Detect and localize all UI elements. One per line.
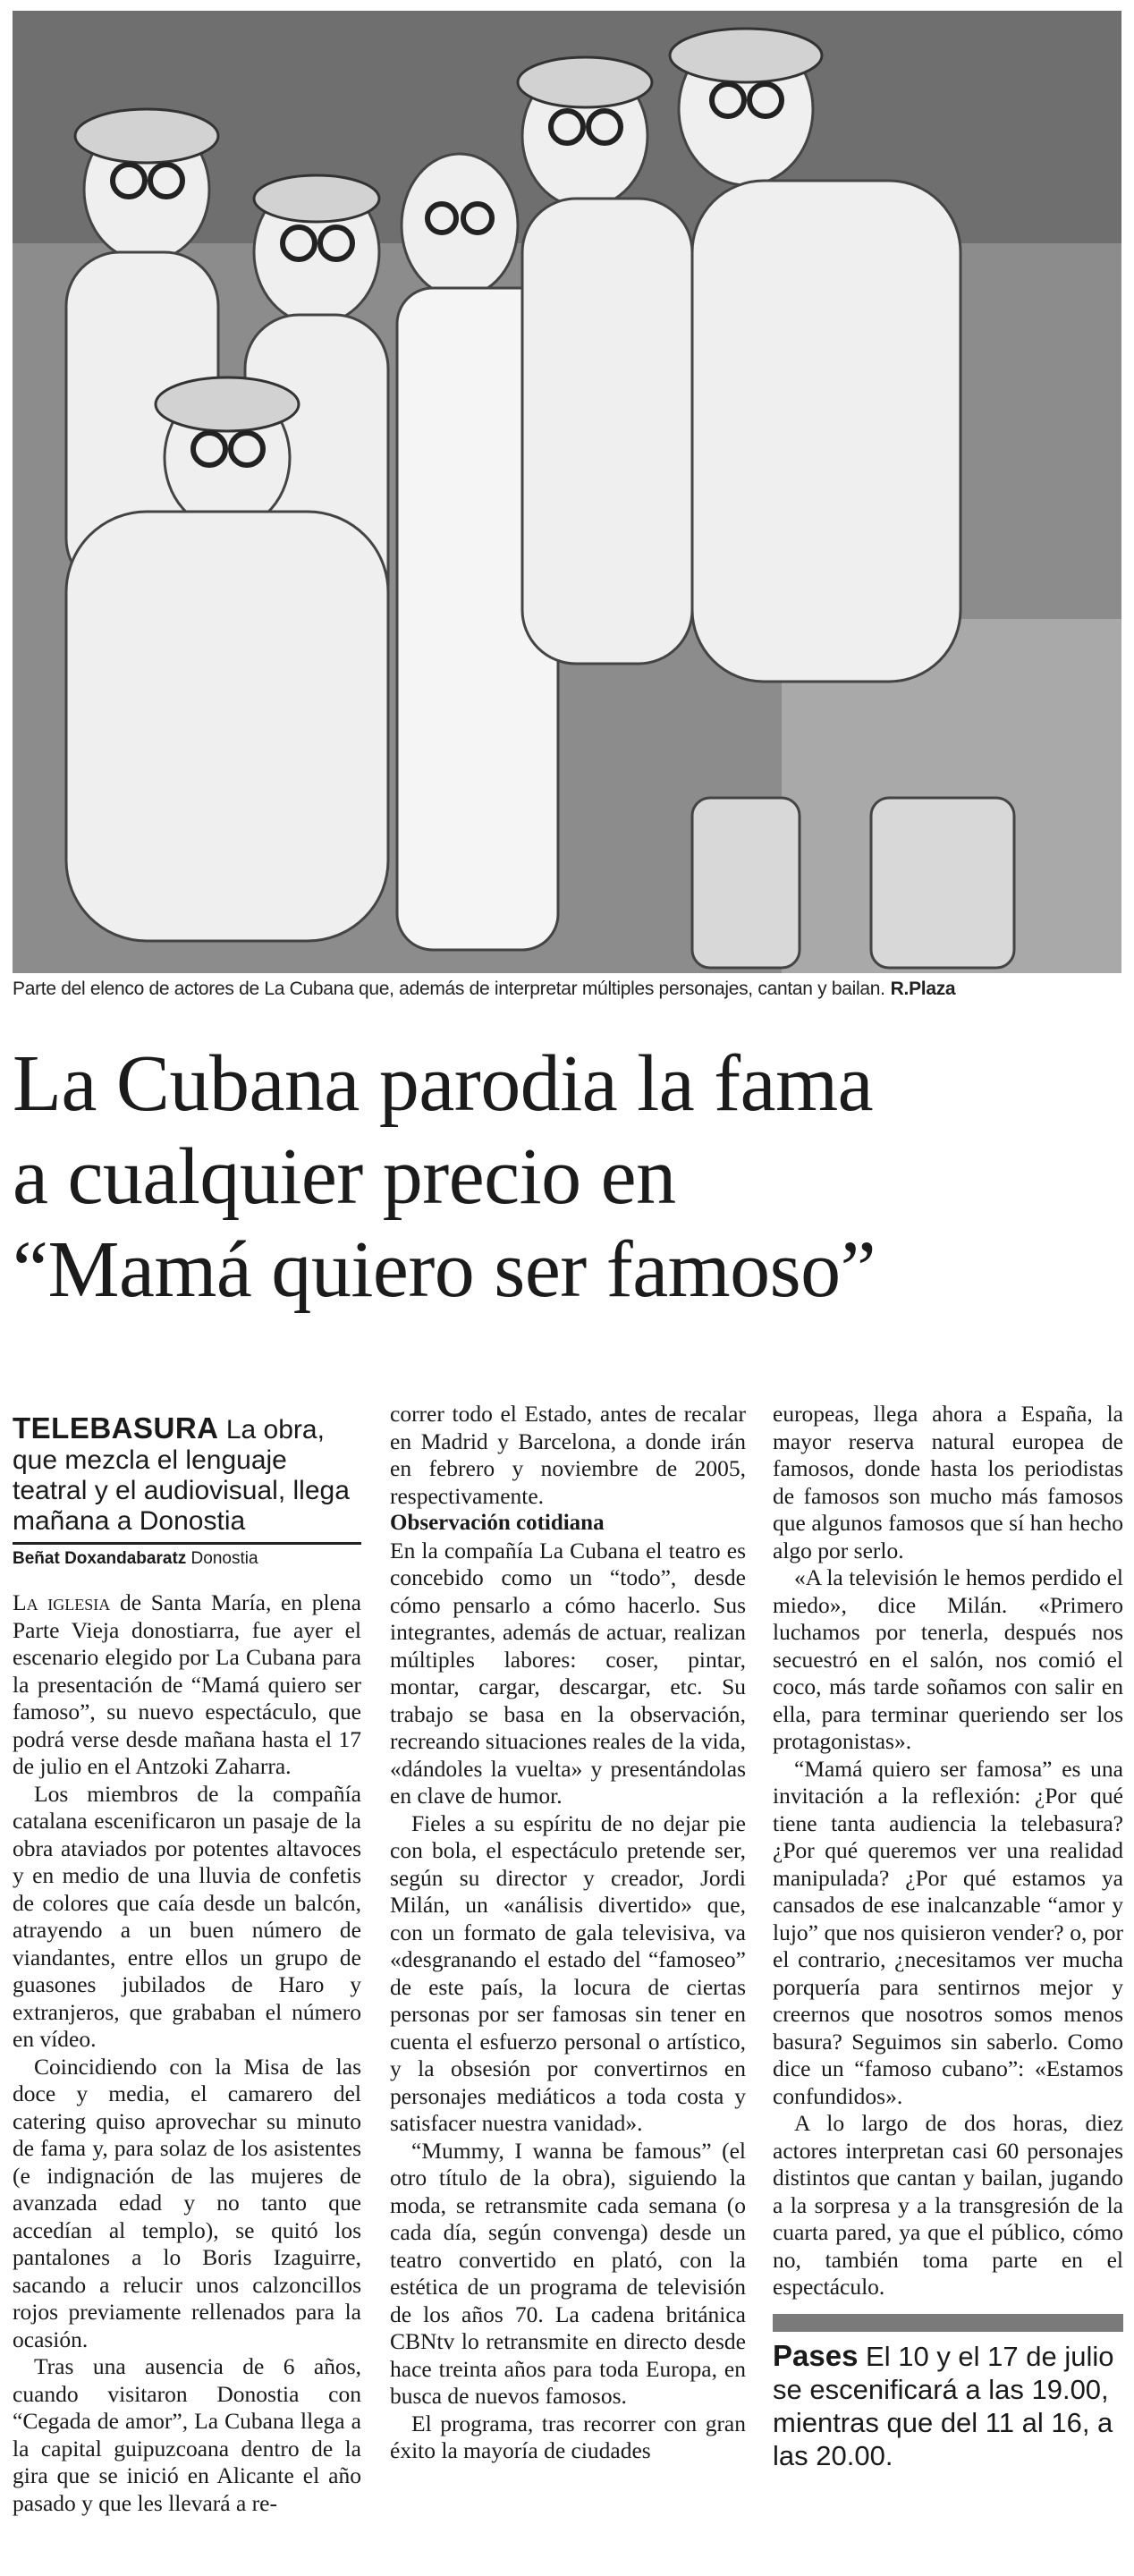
paragraph: A lo largo de dos horas, diez actores interpretan casi 60 personajes distintos que cantan y bailan, jugando a la sorpresa y a la transgresión de la cuarta pared, ya que el público, cómo no, también toma parte en el espectáculo. (773, 2110, 1123, 2300)
paragraph: «A la televisión le hemos perdido el miedo», dice Milán. «Primero luchamos por tenerla, después nos secuestró en el salón, nos comió el coco, más tarde soñamos con salir en ella, para terminar queriendo ser los protagonistas». (773, 1564, 1123, 1754)
lead-in: La iglesia (13, 1589, 111, 1615)
column-3 (773, 1401, 1123, 2472)
cast-photo (13, 11, 1121, 973)
paragraph: Fieles a su espíritu de no dejar pie con bola, el espectáculo pretende ser, según su director y creador, Jordi Milán, un «análisis divertido» que, con un formato de gala televisiva, va «desgranando el estado del “famoseo” de este país, la locura de ciertas personas por ser famosas sin tener en cuenta el esfuerzo personal o artístico, y la obsesión por convertirnos en personajes mediáticos a toda costa y satisfacer nuestra vanidad». (390, 1809, 746, 2136)
paragraph: correr todo el Estado, antes de recalar en Madrid y Barcelona, a donde irán en febrero y noviembre de 2005, respectivamente. (390, 1401, 746, 1509)
pases-text: El 10 y el 17 de julio se escenificará a las 19.00, mientras que del 11 al 16, a las 20.00. (773, 2340, 1114, 2471)
paragraph: “Mamá quiero ser famosa” es una invitación a la reflexión: ¿Por qué tiene tanta audiencia la telebasura? ¿Por qué queremos ver una realidad manipulada? ¿Por qué estamos ya cansados de ese inalcanzable “amor y lujo” que nos quisieron vender? o, por el contrario, ¿necesitamos ver mucha porquería para sentirnos mejor y creernos que nosotros somos menos basura? Seguimos sin saberlo. Como dice un “famoso cubano”: «Estamos confundidos». (773, 1755, 1123, 2109)
subhead: Observación cotidiana (390, 1511, 605, 1535)
paragraph: Los miembros de la compañía catalana escenificaron un pasaje de la obra ataviados por potentes altavoces y en medio de una lluvia de confetis de colores que caía desde un balcón, atrayendo a un buen número de viandantes, entre ellos un grupo de guasones jubilados de Haro y extranjeros, que grababan el número en vídeo. (13, 1780, 361, 2052)
paragraph: Coincidiendo con la Misa de las doce y media, el camarero del catering quiso aprovechar su minuto de fama y, para solaz de los asistentes (e indignación de las mujeres de avanzada edad y no tanto que accedían al templo), se quitó los pantalones a lo Boris Izaguirre, sacando a relucir unos calzoncillos rojos previamente rellenados para la ocasión. (13, 2053, 361, 2352)
column-1 (13, 1413, 361, 2517)
paragraph-text: de Santa María, en plena Parte Vieja donostiarra, fue ayer el escenario elegido por La Cubana para la presentación de “Mamá quiero ser famoso”, su nuevo espectáculo, que podrá verse desde mañana hasta el 17 de julio en el Antzoki Zaharra. (13, 1589, 361, 1779)
headline (13, 1038, 1121, 1317)
divider (773, 2314, 1123, 2332)
column-2 (390, 1401, 746, 2465)
deck (13, 1413, 361, 1537)
caption-text: Parte del elenco de actores de La Cubana que, además de interpretar múltiples personajes, cantan y bailan. (13, 979, 885, 999)
photo-illustration (13, 11, 1121, 973)
headline-line-3: “Mamá quiero ser famoso” (13, 1225, 876, 1314)
photo-credit: R.Plaza (890, 979, 956, 999)
paragraph: europeas, llega ahora a España, la mayor reserva natural europea de famosos, donde hasta los periodistas de famosos son mucho más famosos que algunos famosos que sí han hecho algo por serlo. (773, 1401, 1123, 1563)
deck-kicker: TELEBASURA (13, 1411, 219, 1445)
paragraph: Tras una ausencia de 6 años, cuando visitaron Donostia con “Cegada de amor”, La Cubana llega a la capital guipuzcoana dentro de la gira que se inició en Alicante el año pasado y que les llevará a re- (13, 2353, 361, 2516)
paragraph: El programa, tras recorrer con gran éxito la mayoría de ciudades (390, 2410, 746, 2463)
pases-box (773, 2339, 1123, 2472)
paragraph: “Mummy, I wanna be famous” (el otro título de la obra), siguiendo la moda, se retransmite cada semana (o cada día, según convenga) desde un teatro convertido en plató, con la estética de un programa de televisión de los años 70. La cadena británica CBNtv lo retransmite en directo desde hace treinta años para toda Europa, en busca de nuevos famosos. (390, 2137, 746, 2409)
pases-label: Pases (773, 2338, 859, 2372)
byline-place: Donostia (186, 1549, 258, 1568)
deck-text: La obra, que mezcla el lenguaje teatral y el audiovisual, llega mañana a Donostia (13, 1415, 350, 1536)
paragraph (13, 1589, 361, 1781)
headline-line-1: La Cubana parodia la fama (13, 1039, 874, 1128)
paragraph: En la compañía La Cubana el teatro es concebido como un “todo”, desde cómo pensarlo a cómo hacerlo. Sus integrantes, además de actuar, realizan múltiples labores: coser, pintar, montar, cargar, descargar, etc. Su trabajo se basa en la observación, recreando situaciones reales de la vida, «dándoles la vuelta» y presentándolas en clave de humor. (390, 1537, 746, 1809)
photo-caption (13, 979, 1121, 1000)
byline-author: Beñat Doxandabaratz (13, 1549, 187, 1568)
headline-line-2: a cualquier precio en (13, 1132, 676, 1221)
byline (13, 1542, 361, 1570)
